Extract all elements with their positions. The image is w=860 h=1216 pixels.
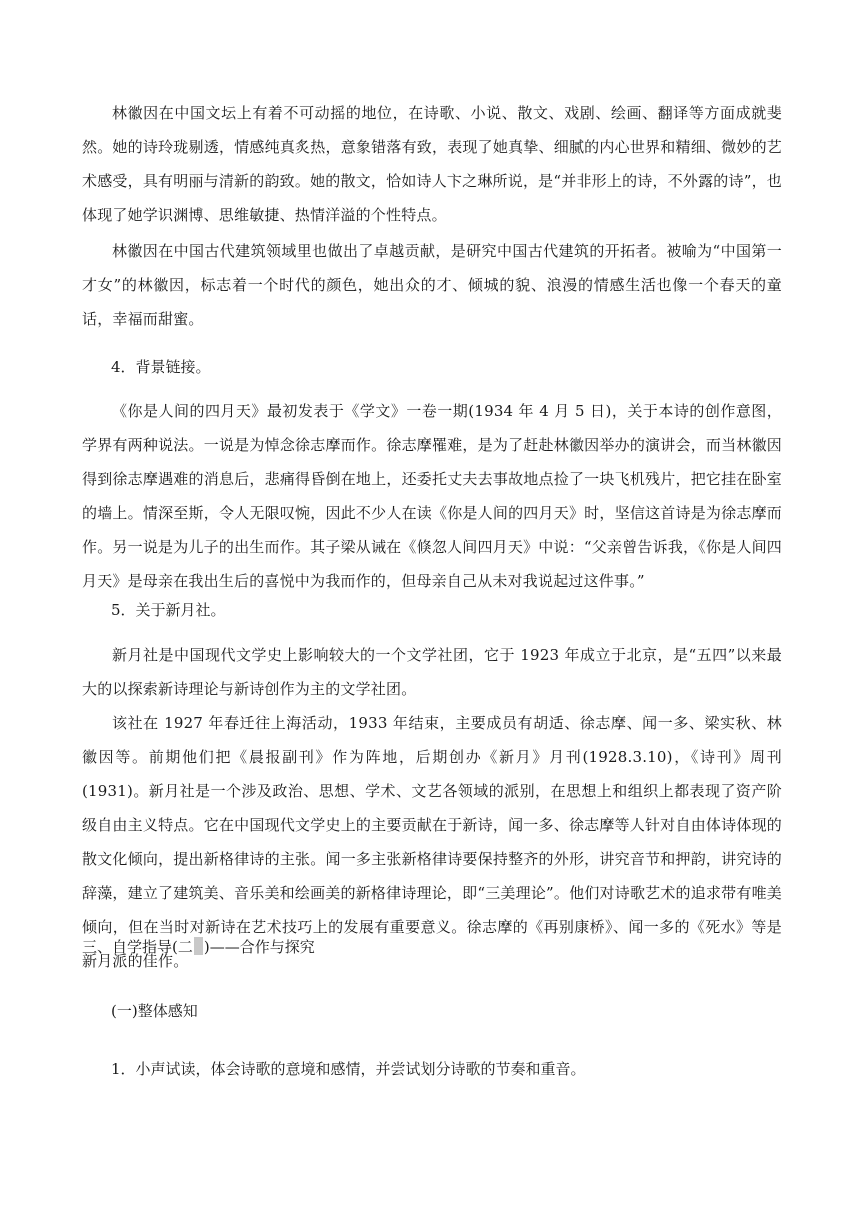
- paragraph-crescent-history: 该社在 1927 年春迁往上海活动，1933 年结束，主要成员有胡适、徐志摩、闻一多、梁实秋、林徽因等。前期他们把《晨报副刊》作为阵地，后期创办《新月》月刊(1928.3.10)，《诗刊》周刊(1931)。新月社是一个涉及政治、思想、学术、文艺各领域的派别，在思想上和组织上都表现了资产阶级自由主义特点。它在中国现代文学史上的主要贡献在于新诗，闻一多、徐志摩等人针对自由体诗体现的散文化倾向，提出新格律诗的主张。闻一多主张新格律诗要保持整齐的外形，讲究音节和押韵，讲究诗的辞藻，建立了建筑美、音乐美和绘画美的新格律诗理论，即“三美理论”。他们对诗歌艺术的追求带有唯美倾向，但在当时对新诗在艺术技巧上的发展有重要意义。徐志摩的《再别康桥》、闻一多的《死水》等是新月派的佳作。: [82, 714, 782, 970]
- paragraph-lin-huiyin-literature: 林徽因在中国文坛上有着不可动摇的地位，在诗歌、小说、散文、戏剧、绘画、翻译等方面成就斐然。她的诗玲珑剔透，情感纯真炙热，意象错落有致，表现了她真挚、细腻的内心世界和精细、微妙的艺术感受，具有明丽与清新的韵致。她的散文，恰如诗人卞之琳所说，是“并非形上的诗，不外露的诗”，也体现了她学识渊博、思维敏捷、热情洋溢的个性特点。: [82, 104, 782, 224]
- section-heading-self-study: [82, 935, 315, 959]
- list-item-read-aloud: 1．小声试读，体会诗歌的意境和感情，并尝试划分诗歌的节奏和重音。: [111, 1060, 586, 1078]
- subsection-heading-overall-perception: (一)整体感知: [111, 1002, 198, 1020]
- paragraph-poem-background: 《你是人间的四月天》最初发表于《学文》一卷一期(1934 年 4 月 5 日)，关于本诗的创作意图，学界有两种说法。一说是为悼念徐志摩而作。徐志摩罹难，是为了赶赴林徽因举办的演讲会，而当林徽因得到徐志摩遇难的消息后，悲痛得昏倒在地上，还委托丈夫去事故地点捡了一块飞机残片，把它挂在卧室的墙上。情深至斯，令人无限叹惋，因此不少人在读《你是人间的四月天》时，坚信这首诗是为徐志摩而作。另一说是为儿子的出生而作。其子梁从诫在《倏忽人间四月天》中说：“父亲曾告诉我，《你是人间四月天》是母亲在我出生后的喜悦中为我而作的，但母亲自己从未对我说起过这件事。”: [82, 402, 782, 590]
- paragraph-lin-huiyin-architecture: 林徽因在中国古代建筑领域里也做出了卓越贡献，是研究中国古代建筑的开拓者。被喻为“中国第一才女”的林徽因，标志着一个时代的颜色，她出众的才、倾城的貌、浪漫的情感生活也像一个春天的童话，幸福而甜蜜。: [82, 242, 782, 328]
- text-cursor-highlight: [194, 937, 203, 955]
- section-heading-part-b: )——合作与探究: [203, 938, 315, 956]
- paragraph-crescent-intro: 新月社是中国现代文学史上影响较大的一个文学社团，它于 1923 年成立于北京，是“五四”以来最大的以探索新诗理论与新诗创作为主的文学社团。: [82, 646, 782, 698]
- section-heading-part-a: 三、自学指导(二: [82, 938, 193, 956]
- heading-crescent-society: 5．关于新月社。: [111, 601, 226, 619]
- heading-background-link: 4．背景链接。: [111, 358, 211, 376]
